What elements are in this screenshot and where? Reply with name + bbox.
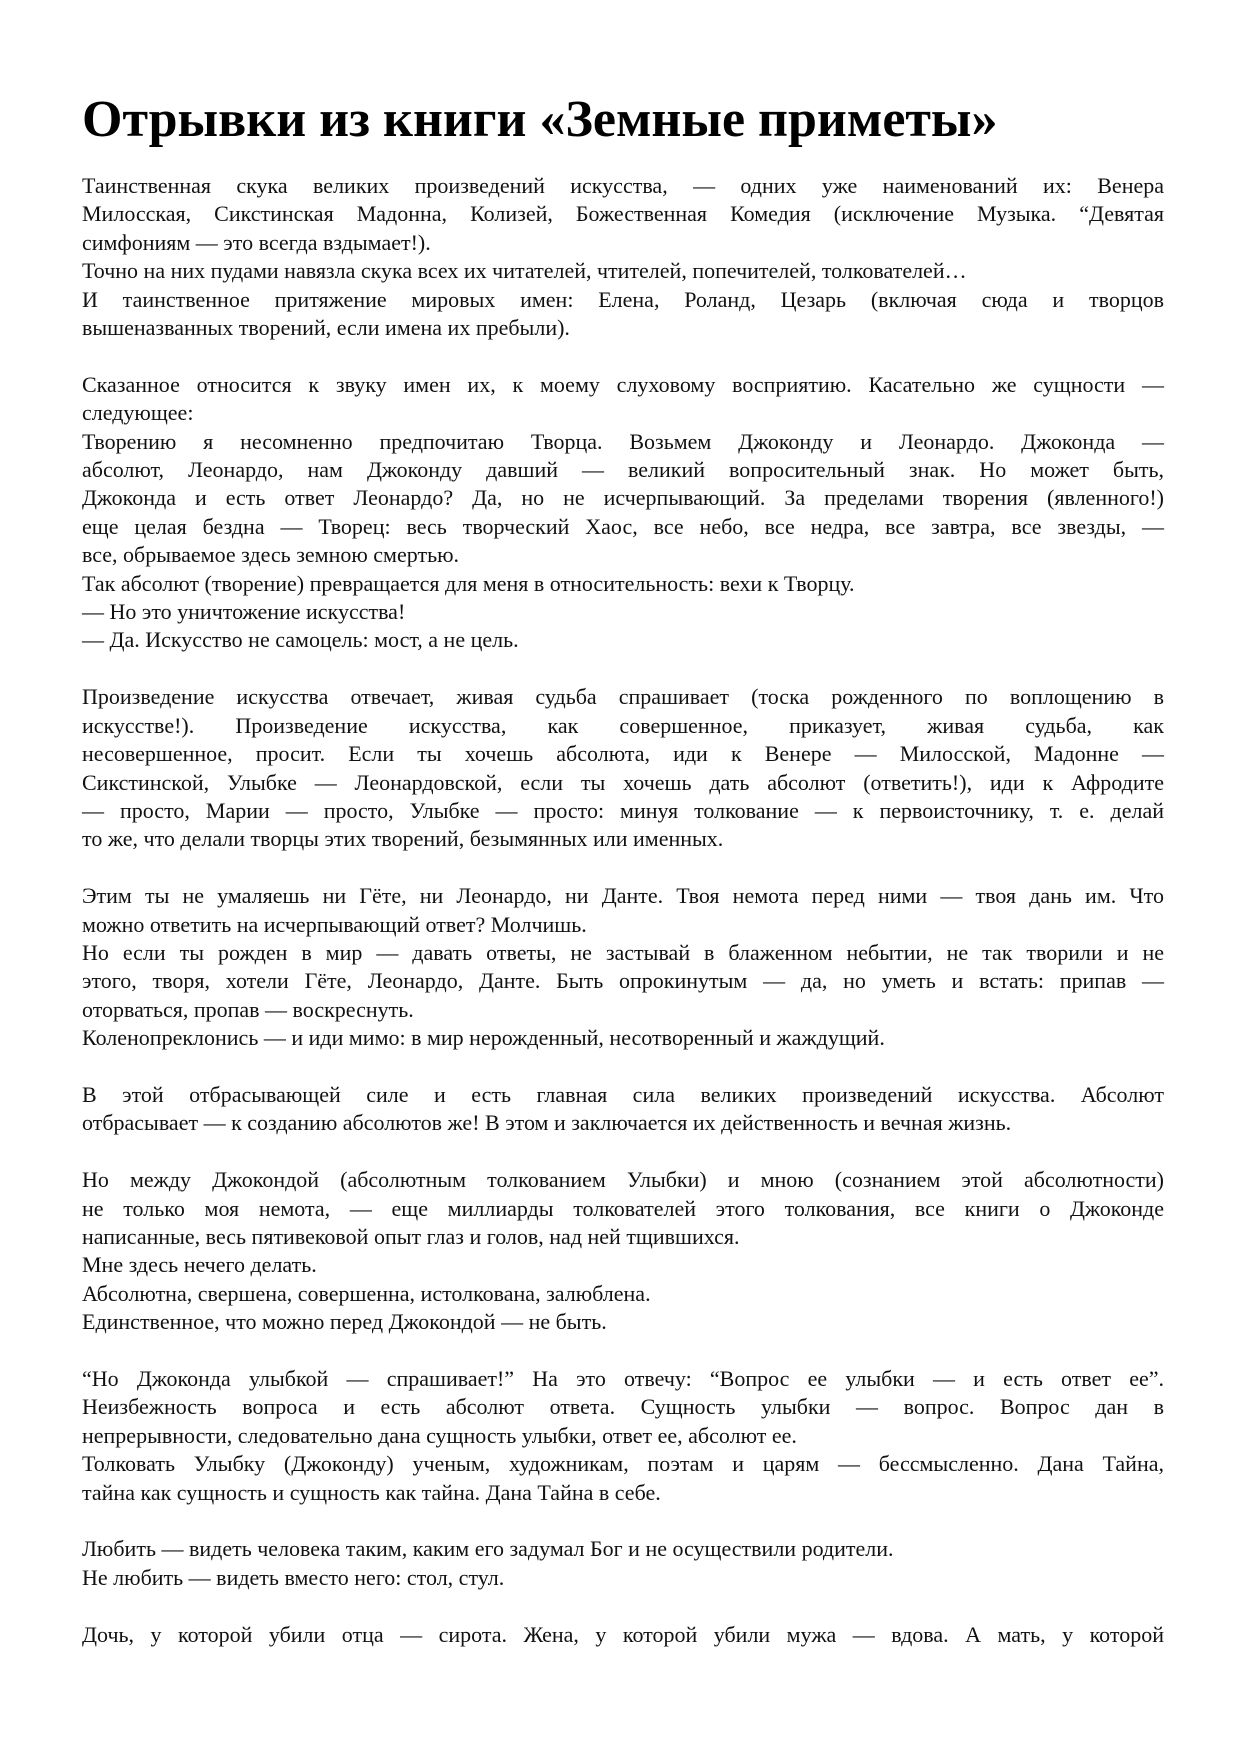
text-line: то же, что делали творцы этих творений, безымянных или именных. — [82, 826, 724, 852]
paragraph — [82, 371, 1164, 655]
text-line: Единственное, что можно перед Джокондой — не быть. — [82, 1309, 607, 1335]
paragraph — [82, 882, 1164, 1052]
document-page — [82, 0, 1164, 1677]
text-line: Так абсолют (творение) превращается для меня в относительность: вехи к Творцу. — [82, 570, 855, 596]
text-line: Милосская, Сикстинская Мадонна, Колизей, Божественная Комедия (исключение Музыка. “Девятая — [82, 201, 1164, 227]
paragraph — [82, 172, 1164, 342]
text-line: симфониям — это всегда вздымает!). — [82, 229, 431, 255]
text-line: Любить — видеть человека таким, каким его задумал Бог и не осуществили родители. — [82, 1536, 894, 1562]
paragraph — [82, 1535, 1164, 1592]
paragraph — [82, 1365, 1164, 1507]
text-line: — просто, Марии — просто, Улыбке — просто: минуя толкование — к первоисточнику, т. е. делай — [82, 797, 1164, 823]
text-line: тайна как сущность и сущность как тайна. Дана Тайна в себе. — [82, 1479, 661, 1505]
text-line: Этим ты не умаляешь ни Гёте, ни Леонардо, ни Данте. Твоя немота перед ними — твоя дань им. Что — [82, 883, 1164, 909]
text-line: Коленопреклонись — и иди мимо: в мир нерожденный, несотворенный и жаждущий. — [82, 1025, 885, 1051]
text-line: Точно на них пудами навязла скука всех их читателей, чтителей, попечителей, толкователей… — [82, 258, 967, 284]
text-line: Не любить — видеть вместо него: стол, стул. — [82, 1564, 505, 1590]
text-line: не только моя немота, — еще миллиарды толкователей этого толкования, все книги о Джоконде — [82, 1195, 1164, 1221]
document-title: Отрывки из книги «Земные приметы» — [82, 91, 998, 148]
text-line: этого, творя, хотели Гёте, Леонардо, Данте. Быть опрокинутым — да, но уметь и встать: припав — — [82, 968, 1164, 994]
text-line: отбрасывает — к созданию абсолютов же! В этом и заключается их действенность и вечная жизнь. — [82, 1110, 1012, 1136]
paragraph — [82, 1621, 1164, 1649]
text-line: Дочь, у которой убили отца — сирота. Жена, у которой убили мужа — вдова. А мать, у которой — [82, 1621, 1164, 1647]
text-line: Но если ты рожден в мир — давать ответы, не застывай в блаженном небытии, не так творили и не — [82, 939, 1164, 965]
text-line: можно ответить на исчерпывающий ответ? Молчишь. — [82, 911, 587, 937]
text-line: Таинственная скука великих произведений искусства, — одних уже наименований их: Венера — [82, 173, 1164, 198]
text-line: еще целая бездна — Творец: весь творческий Хаос, все небо, все недра, все завтра, все звезды, — — [82, 513, 1164, 539]
text-line: оторваться, пропав — воскреснуть. — [82, 996, 414, 1022]
text-line: И таинственное притяжение мировых имен: Елена, Роланд, Цезарь (включая сюда и творцов — [82, 286, 1164, 312]
text-line: Сказанное относится к звуку имен их, к моему слуховому восприятию. Касательно же сущности — — [82, 371, 1164, 397]
text-line: Джоконда и есть ответ Леонардо? Да, но не исчерпывающий. За пределами творения (явленного!) — [82, 485, 1164, 511]
text-line: Произведение искусства отвечает, живая судьба спрашивает (тоска рожденного по воплощению в — [82, 684, 1164, 710]
text-line: все, обрываемое здесь земною смертью. — [82, 542, 460, 568]
text-line: написанные, весь пятивековой опыт глаз и голов, над ней тщившихся. — [82, 1223, 740, 1249]
text-line: непрерывности, следовательно дана сущность улыбки, ответ ее, абсолют ее. — [82, 1422, 797, 1448]
text-line: Сикстинской, Улыбке — Леонардовской, если ты хочешь дать абсолют (ответить!), иди к Афродите — [82, 769, 1164, 795]
text-line: несовершенное, просит. Если ты хочешь абсолюта, иди к Венере — Милосской, Мадонне — — [82, 741, 1164, 767]
text-line: Неизбежность вопроса и есть абсолют ответа. Сущность улыбки — вопрос. Вопрос дан в — [82, 1394, 1164, 1420]
text-line: Толковать Улыбку (Джоконду) ученым, художникам, поэтам и царям — бессмысленно. Дана Тайна, — [82, 1451, 1164, 1477]
text-line: абсолют, Леонардо, нам Джоконду давший — великий вопросительный знак. Но может быть, — [82, 457, 1164, 483]
text-line: следующее: — [82, 400, 194, 426]
text-line: “Но Джоконда улыбкой — спрашивает!” На это отвечу: “Вопрос ее улыбки — и есть ответ ее”. — [82, 1365, 1164, 1391]
text-line: Абсолютна, свершена, совершенна, истолкована, залюблена. — [82, 1280, 651, 1306]
text-line: искусстве!). Произведение искусства, как совершенное, приказует, живая судьба, как — [82, 712, 1164, 738]
text-line: — Но это уничтожение искусства! — [82, 599, 406, 625]
text-line: Но между Джокондой (абсолютным толкованием Улыбки) и мною (сознанием этой абсолютности) — [82, 1167, 1164, 1193]
text-line: вышеназванных творений, если имена их пребыли). — [82, 315, 570, 341]
document-body — [82, 172, 1164, 1649]
text-line: Творению я несомненно предпочитаю Творца. Возьмем Джоконду и Леонардо. Джоконда — — [82, 428, 1164, 454]
paragraph — [82, 1081, 1164, 1138]
paragraph — [82, 683, 1164, 853]
text-line: В этой отбрасывающей силе и есть главная сила великих произведений искусства. Абсолют — [82, 1081, 1164, 1107]
paragraph — [82, 1166, 1164, 1336]
text-line: — Да. Искусство не самоцель: мост, а не цель. — [82, 627, 519, 653]
text-line: Мне здесь нечего делать. — [82, 1252, 317, 1278]
